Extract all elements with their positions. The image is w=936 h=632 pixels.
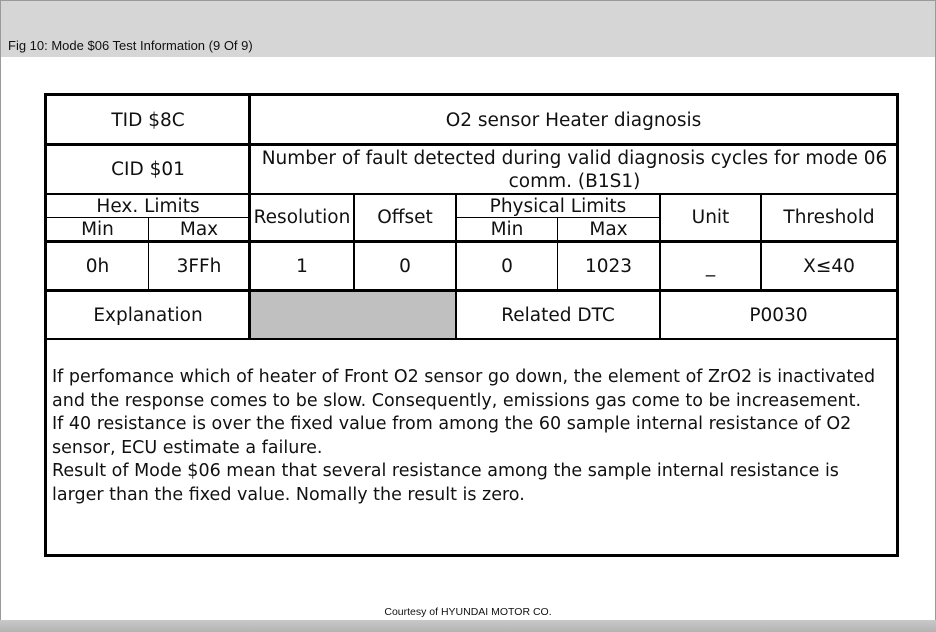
hex-min-value: 0h — [85, 255, 110, 277]
threshold-header: Threshold — [783, 207, 875, 228]
unit-value: _ — [705, 255, 716, 277]
explanation-label: Explanation — [93, 304, 203, 326]
bottom-scroll-bar — [0, 620, 936, 632]
explanation-paragraph: If perfomance which of heater of Front O2 sensor go down, the element of ZrO2 is inactivated and the response comes to be slow. Consequently, emissions gas come to be increasement. — [52, 367, 876, 411]
phys-max-value: 1023 — [584, 255, 633, 277]
cid-label: CID $01 — [111, 159, 185, 180]
cid-value: Number of fault detected during valid diagnosis cycles for mode 06 comm. (B1S1) — [261, 147, 888, 192]
offset-header: Offset — [377, 207, 433, 228]
courtesy-credit: Courtesy of HYUNDAI MOTOR CO. — [384, 606, 552, 618]
figure-caption: Fig 10: Mode $06 Test Information (9 Of 9) — [8, 38, 253, 53]
hex-max-header: Max — [179, 218, 219, 240]
explanation-paragraph: If 40 resistance is over the fixed value from among the 60 sample internal resistance of O2 sensor, ECU estimate a failure. — [52, 414, 852, 458]
empty-grey-cell — [250, 291, 456, 339]
related-dtc-value: P0030 — [749, 304, 808, 326]
hex-limits-header: Hex. Limits — [96, 195, 200, 217]
resolution-header: Resolution — [253, 207, 351, 228]
phys-min-header: Min — [490, 218, 524, 240]
unit-header: Unit — [691, 207, 730, 228]
tid-value: O2 sensor Heater diagnosis — [445, 109, 702, 131]
offset-value: 0 — [399, 255, 411, 277]
hex-min-header: Min — [81, 218, 114, 240]
related-dtc-label: Related DTC — [501, 304, 615, 326]
tid-label: TID $8C — [111, 109, 185, 131]
physical-limits-header: Physical Limits — [489, 195, 627, 217]
test-info-table — [44, 93, 899, 557]
explanation-text — [52, 366, 892, 507]
phys-max-header: Max — [589, 218, 628, 240]
explanation-paragraph: Result of Mode $06 mean that several resistance among the sample internal resistance is larger than the fixed value. Nomally the result is zero. — [52, 461, 839, 505]
phys-min-value: 0 — [501, 255, 513, 277]
resolution-value: 1 — [296, 255, 308, 277]
row-divider — [47, 338, 896, 340]
threshold-value: X≤40 — [803, 255, 855, 277]
hex-max-value: 3FFh — [176, 255, 222, 277]
